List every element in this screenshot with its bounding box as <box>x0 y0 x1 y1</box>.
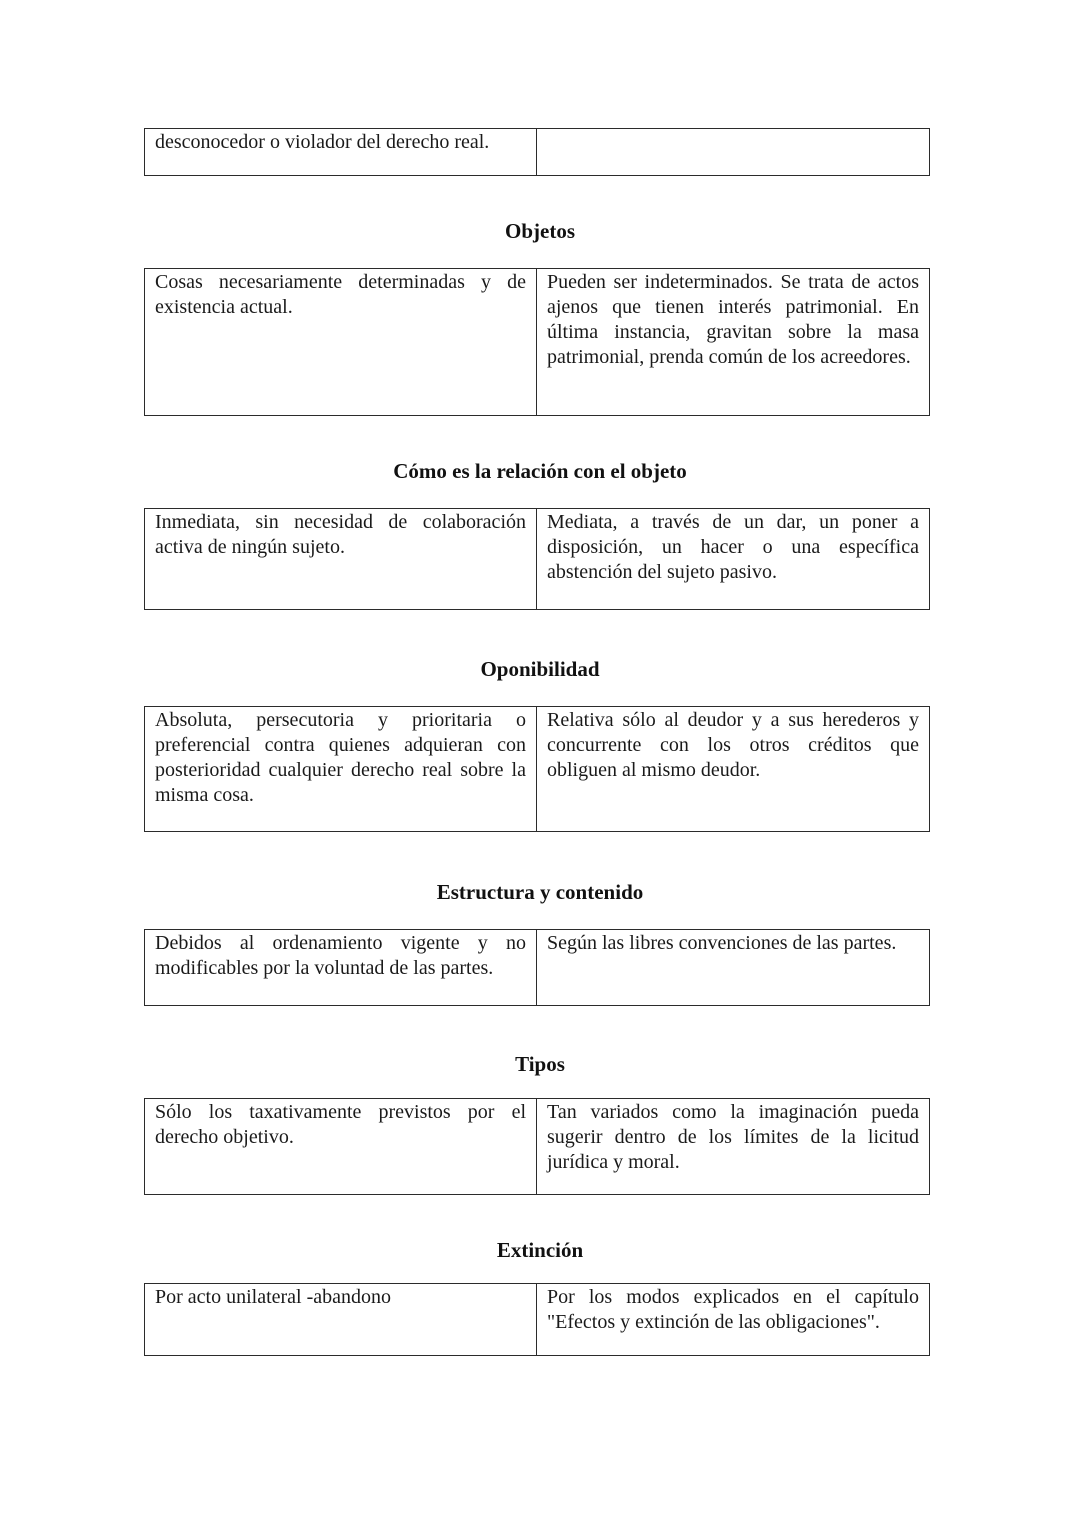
section-heading-relacion-objeto: Cómo es la relación con el objeto <box>393 459 687 483</box>
table-cell-derecho-real: Inmediata, sin necesidad de colaboración activa de ningún sujeto. <box>145 509 537 609</box>
table-cell-derecho-personal: Según las libres convenciones de las partes. <box>547 932 897 954</box>
comparison-table-extincion <box>144 1283 930 1356</box>
table-cell-derecho-real: Absoluta, persecutoria y prioritaria o preferencial contra quienes adquieran con posterioridad cualquier derecho real sobre la misma cosa. <box>145 707 537 831</box>
comparison-table-relacion-objeto <box>144 508 930 610</box>
section-heading-objetos: Objetos <box>505 219 575 243</box>
table-cell-derecho-real: Cosas necesariamente determinadas y de existencia actual. <box>145 269 537 415</box>
comparison-table-continuation <box>144 128 930 176</box>
table-cell-derecho-personal: Pueden ser indeterminados. Se trata de actos ajenos que tienen interés patrimonial. En última instancia, gravitan sobre la masa patrimonial, prenda común de los acreedores. <box>547 271 919 368</box>
comparison-table-estructura-contenido <box>144 929 930 1006</box>
table-cell-derecho-real: desconocedor o violador del derecho real. <box>145 129 537 175</box>
section-heading-extincion: Extinción <box>496 1238 584 1262</box>
table-cell-derecho-personal <box>537 129 929 175</box>
comparison-table-tipos <box>144 1098 930 1195</box>
table-cell-derecho-real: Debidos al ordenamiento vigente y no modificables por la voluntad de las partes. <box>145 930 537 1005</box>
table-cell-derecho-real: Sólo los taxativamente previstos por el derecho objetivo. <box>145 1099 537 1194</box>
table-cell-derecho-personal: Mediata, a través de un dar, un poner a disposición, un hacer o una específica abstención del sujeto pasivo. <box>547 511 919 583</box>
section-heading-estructura-contenido: Estructura y contenido <box>436 880 644 904</box>
table-cell-derecho-personal: Relativa sólo al deudor y a sus herederos y concurrente con los otros créditos que obliguen al mismo deudor. <box>547 709 919 781</box>
section-heading-oponibilidad: Oponibilidad <box>480 657 600 681</box>
table-cell-derecho-real: Por acto unilateral -abandono <box>145 1284 537 1355</box>
section-heading-tipos: Tipos <box>515 1052 565 1076</box>
table-cell-derecho-personal: Por los modos explicados en el capítulo "Efectos y extinción de las obligaciones". <box>547 1286 919 1333</box>
comparison-table-objetos <box>144 268 930 416</box>
comparison-table-oponibilidad <box>144 706 930 832</box>
table-cell-derecho-personal: Tan variados como la imaginación pueda sugerir dentro de los límites de la licitud jurídica y moral. <box>547 1101 919 1173</box>
